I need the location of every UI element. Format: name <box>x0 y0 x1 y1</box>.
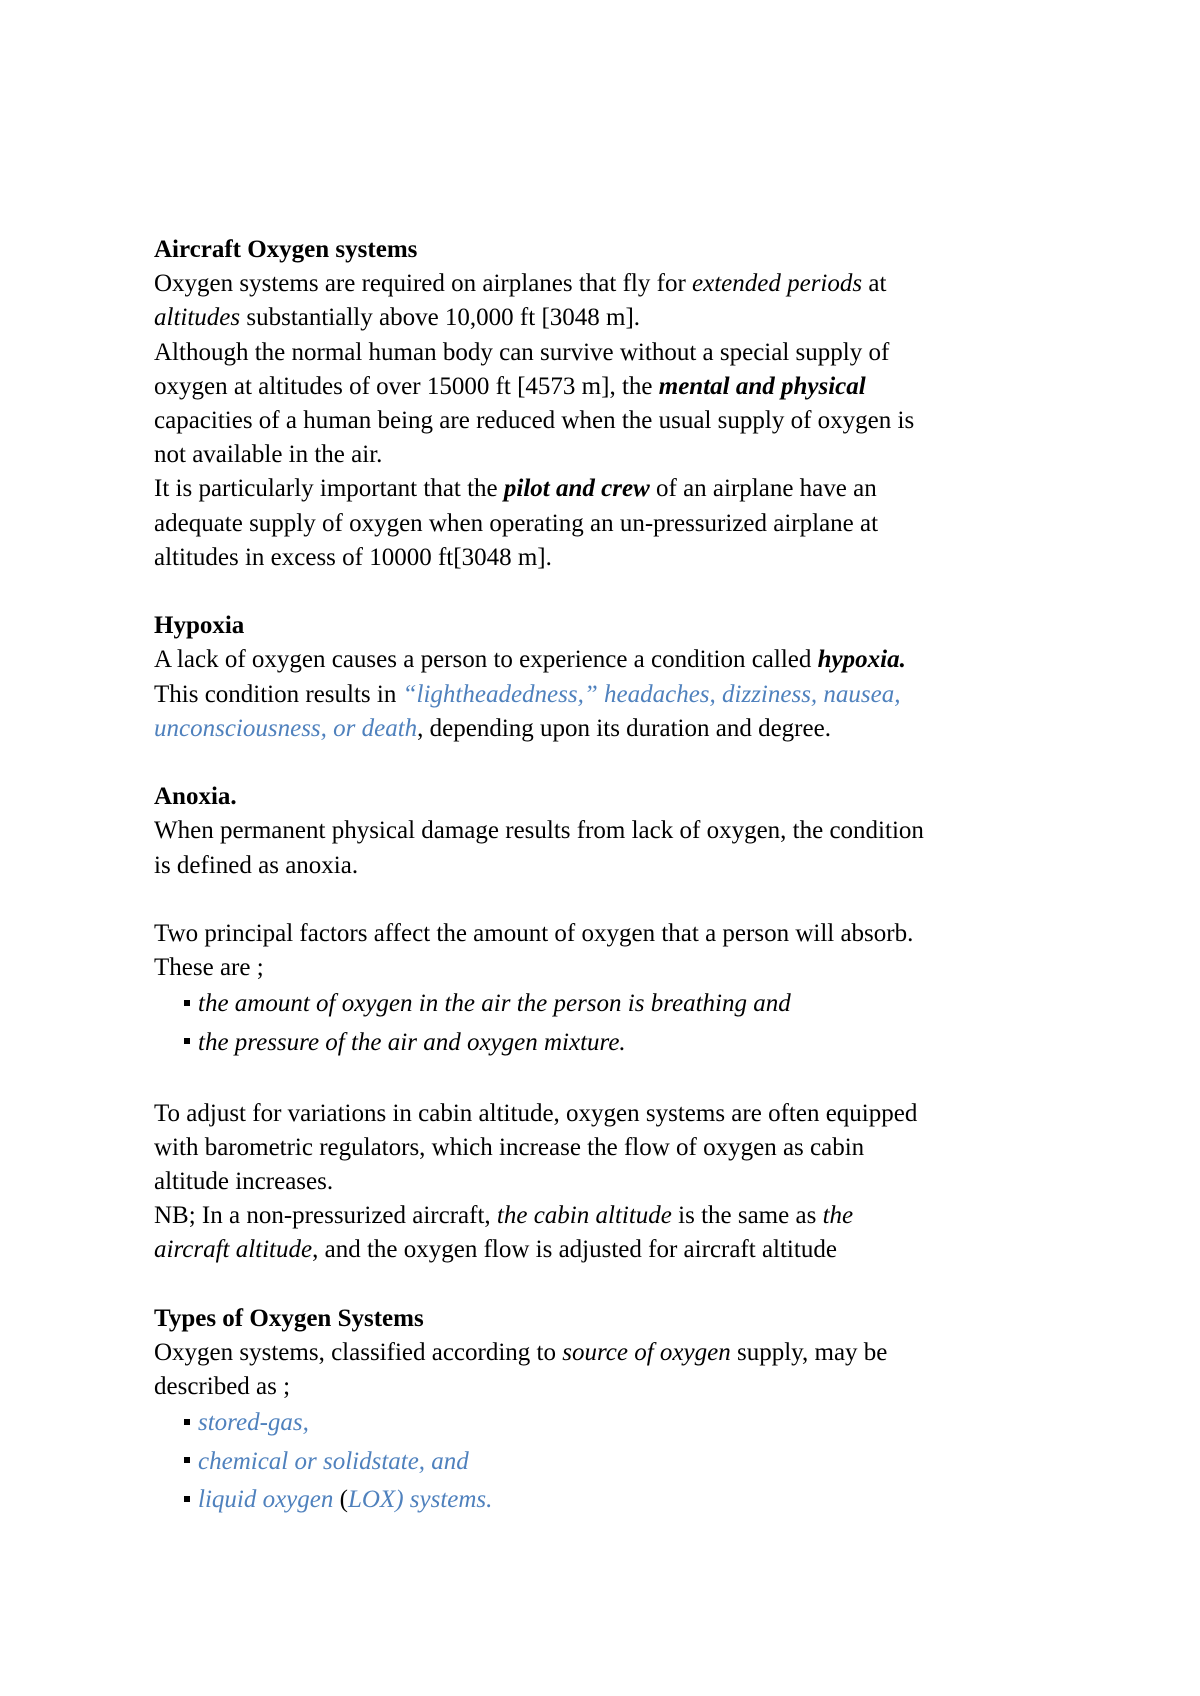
paragraph-adjust: To adjust for variations in cabin altitude, oxygen systems are often equipped with barometric regulators, which increase the flow of oxygen as cabin altitude increases. <box>154 1099 918 1196</box>
heading-hypoxia: Hypoxia <box>154 612 245 640</box>
bullet-icon <box>184 1419 190 1425</box>
list-item: stored-gas, <box>184 1404 934 1443</box>
document-page <box>154 233 934 1520</box>
list-item: the amount of oxygen in the air the person is breathing and <box>184 985 934 1024</box>
paragraph-aircraft-3: It is particularly important that the pilot and crew of an airplane have an adequate supply of oxygen when operating an un-pressurized airplane at altitudes in excess of 10000 ft[3048 m]. <box>154 475 879 571</box>
heading-aircraft-oxygen: Aircraft Oxygen systems <box>154 236 418 263</box>
list-item: the pressure of the air and oxygen mixture. <box>184 1024 934 1063</box>
paragraph-types: Oxygen systems, classified according to source of oxygen supply, may be described as ; <box>154 1339 888 1401</box>
types-list <box>154 1404 934 1520</box>
list-item: chemical or solidstate, and <box>184 1443 934 1482</box>
paragraph-nb: NB; In a non-pressurized aircraft, the cabin altitude is the same as the aircraft altitude, and the oxygen flow is adjusted for aircraft altitude <box>154 1202 854 1264</box>
paragraph-aircraft-1: Oxygen systems are required on airplanes that fly for extended periods at altitudes substantially above 10,000 ft [3048 m]. <box>154 270 887 332</box>
bullet-icon <box>184 1000 190 1006</box>
paragraph-aircraft-2: Although the normal human body can survive without a special supply of oxygen at altitudes of over 15000 ft [4573 m], the mental and physical capacities of a human being are reduced when the usual supply of oxygen is not available in the air. <box>154 338 915 469</box>
bullet-icon <box>184 1457 190 1463</box>
factors-list <box>154 985 934 1062</box>
heading-anoxia: Anoxia. <box>154 783 237 811</box>
paragraph-hypoxia: A lack of oxygen causes a person to experience a condition called hypoxia. This condition results in “lightheadedness,” headaches, dizziness, nausea, unconsciousness, or death, depending upon its duration and degree. <box>154 646 906 742</box>
paragraph-anoxia: When permanent physical damage results from lack of oxygen, the condition is defined as anoxia. <box>154 817 924 879</box>
list-item: liquid oxygen (LOX) systems. <box>184 1481 934 1520</box>
paragraph-factors-intro: Two principal factors affect the amount of oxygen that a person will absorb. These are ; <box>154 920 914 982</box>
bullet-icon <box>184 1038 190 1044</box>
heading-types-of-oxygen-systems: Types of Oxygen Systems <box>154 1304 424 1332</box>
bullet-icon <box>184 1496 190 1502</box>
